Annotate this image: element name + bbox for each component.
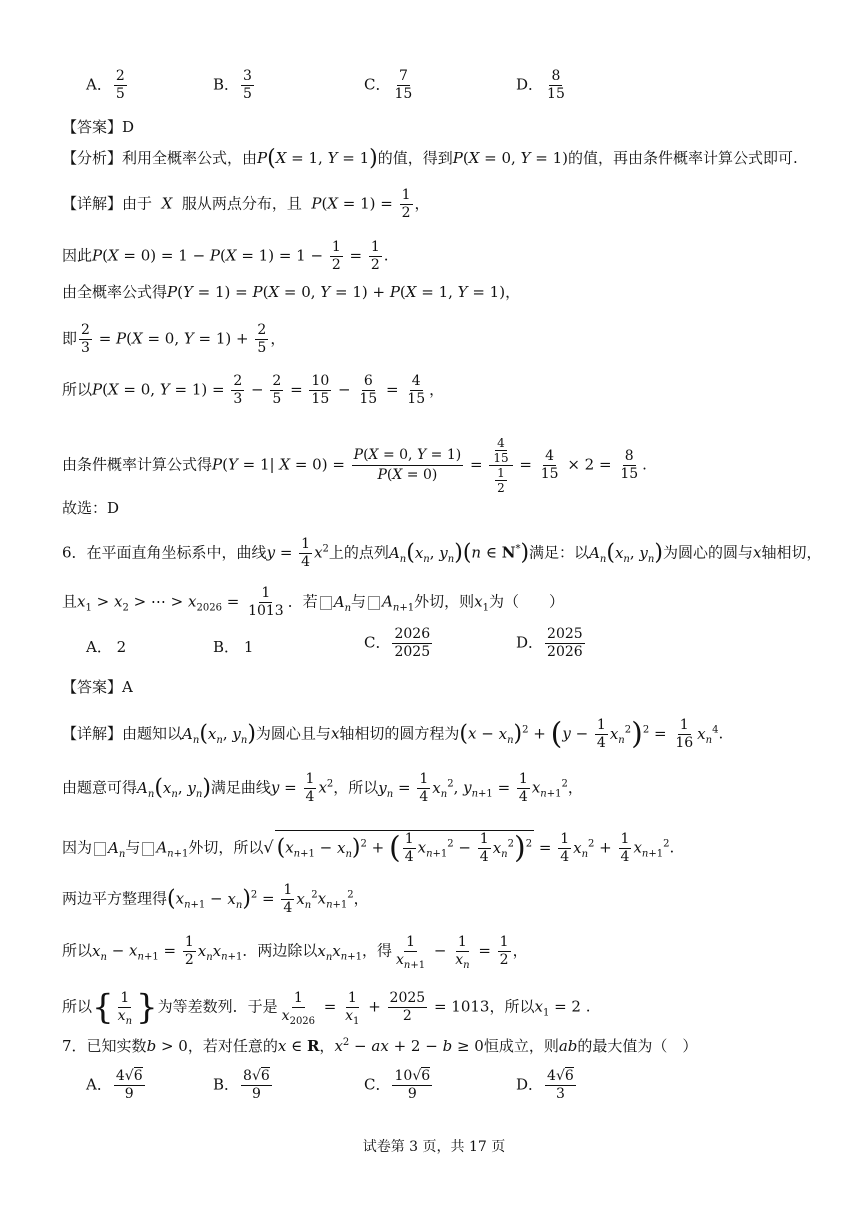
q7-option-b: B． $\frac{8√6}{9}$ <box>213 1068 270 1102</box>
q6-detail-line6: 所以{ $\frac{1}{x_n}$ }为等差数列．于是 $\frac{1}{x_{2026}}$ = $\frac{1}{x_1}$ + $\frac{2025}{2}$ = 1013，所以$x_1 = 2$ . <box>62 987 591 1028</box>
q5-option-b: B． $\frac{3}{5}$ <box>213 68 252 102</box>
q5-detail-line4: 即 $\frac{2}{3}$ = P(X = 0, Y = 1) + $\frac{2}{5}$ ， <box>62 322 286 356</box>
q7-option-a: A． $\frac{4√6}{9}$ <box>86 1068 143 1102</box>
q6-detail-line3: 因为 $A_n$与 $A_{n+1}$外切，所以√ $(x_{n+1} - x_n)^2$ + ( $\frac{1}{4}$ $x_{n+1}^2$ − $\frac{1}{4}$ $x_n^2)^2$ = $\frac{1}{4}$ $x_n^2$ + $\frac{1}{4}$ $x_{n+1}^2$. <box>62 830 675 866</box>
q6-option-b: B． 1 <box>213 638 254 656</box>
q6-option-a: A． 2 <box>86 638 127 656</box>
q5-option-c: C． $\frac{7}{15}$ <box>364 68 413 102</box>
q6-detail-line4: 两边平方整理得$(x_{n+1} - x_n)^2$ = $\frac{1}{4}$ $x_n^2x_{n+1}^2$， <box>62 882 369 916</box>
q6-answer: 【答案】A <box>62 678 133 696</box>
q5-detail-line5: 所以P(X = 0, Y = 1) = $\frac{2}{3}$ − $\frac{2}{5}$ = $\frac{10}{15}$ − $\frac{6}{15}$ = $\frac{4}{15}$ ， <box>62 373 445 407</box>
q5-option-a: A． $\frac{2}{5}$ <box>86 68 125 102</box>
q6-option-d: D． $\frac{2025}{2026}$ <box>516 626 583 660</box>
q5-detail-line6: 由条件概率计算公式得P(Y = 1| X = 0) = $\frac{P(X = 0, Y = 1)}{P(X = 0)}$ = $\frac{\frac{4}{15}}{\frac{1}{2}}$ = $\frac{4}{15}$ × 2 = $\frac{8}{15}$ . <box>62 436 647 495</box>
q6-option-c: C． $\frac{2026}{2025}$ <box>364 626 431 660</box>
q7-stem: 7．已知实数b > 0，若对任意的x ∈ R，$x^2$ − ax + 2 − b ≥ 0恒成立，则ab的最大值为（ ） <box>62 1037 698 1055</box>
q5-analysis: 【分析】利用全概率公式，由P(X = 1, Y = 1)的值，得到P(X = 0, Y = 1)的值，再由条件概率计算公式即可. <box>62 146 798 171</box>
q5-detail-line3: 由全概率公式得P(Y = 1) = P(X = 0, Y = 1) + P(X = 1, Y = 1)， <box>62 283 521 301</box>
q5-option-d: D． $\frac{8}{15}$ <box>516 68 565 102</box>
q5-choose: 故选：D <box>62 499 120 517</box>
q7-option-c: C． $\frac{10√6}{9}$ <box>364 1068 431 1102</box>
q6-detail-line1: 【详解】由题知以$A_n(x_n$, $y_n$)为圆心且与x轴相切的圆方程为$(x - x_n)^2 + (y$ − $\frac{1}{4}$ $x_n^2)^2$ = $\frac{1}{16}$ $x_n^4$. <box>62 716 724 752</box>
q6-stem-line2: 且$x_1 > x_2$ > ⋯ > $x_{2026}$ = $\frac{1}{1013}$ ．若 $A_n$与 $A_{n+1}$外切，则$x_1$为（ ） <box>62 585 564 619</box>
q6-detail-line2: 由题意可得$A_n(x_n$, $y_n$)满足曲线y = $\frac{1}{4}$ $x^2$，所以$y_n$ = $\frac{1}{4}$ $x_n^2$, $y_{n+1}$ = $\frac{1}{4}$ $x_{n+1}^2$， <box>62 771 583 805</box>
q7-option-d: D． $\frac{4√6}{3}$ <box>516 1068 574 1102</box>
q5-detail-line1: 【详解】由于 X 服从两点分布，且 P(X = 1) = $\frac{1}{2}$ ， <box>62 187 430 221</box>
page-footer: 试卷第 3 页，共 17 页 <box>362 1139 506 1155</box>
q5-answer: 【答案】D <box>62 118 135 136</box>
q5-detail-line2: 因此P(X = 0) = 1 − P(X = 1) = 1 − $\frac{1}{2}$ = $\frac{1}{2}$ . <box>62 239 389 273</box>
q6-detail-line5: 所以$x_n - x_{n+1}$ = $\frac{1}{2}$ $x_nx_{n+1}$．两边除以$x_nx_{n+1}$，得 $\frac{1}{x_{n+1}}$ − $\frac{1}{x_n}$ = $\frac{1}{2}$ ， <box>62 934 528 971</box>
q6-stem-line1: 6．在平面直角坐标系中，曲线y = $\frac{1}{4}$ $x^2$上的点列$A_n(x_n$, $y_n)(n$ ∈ N*)满足：以$A_n(x_n$, $y_n$)为圆心的圆与x轴相切， <box>62 536 822 570</box>
